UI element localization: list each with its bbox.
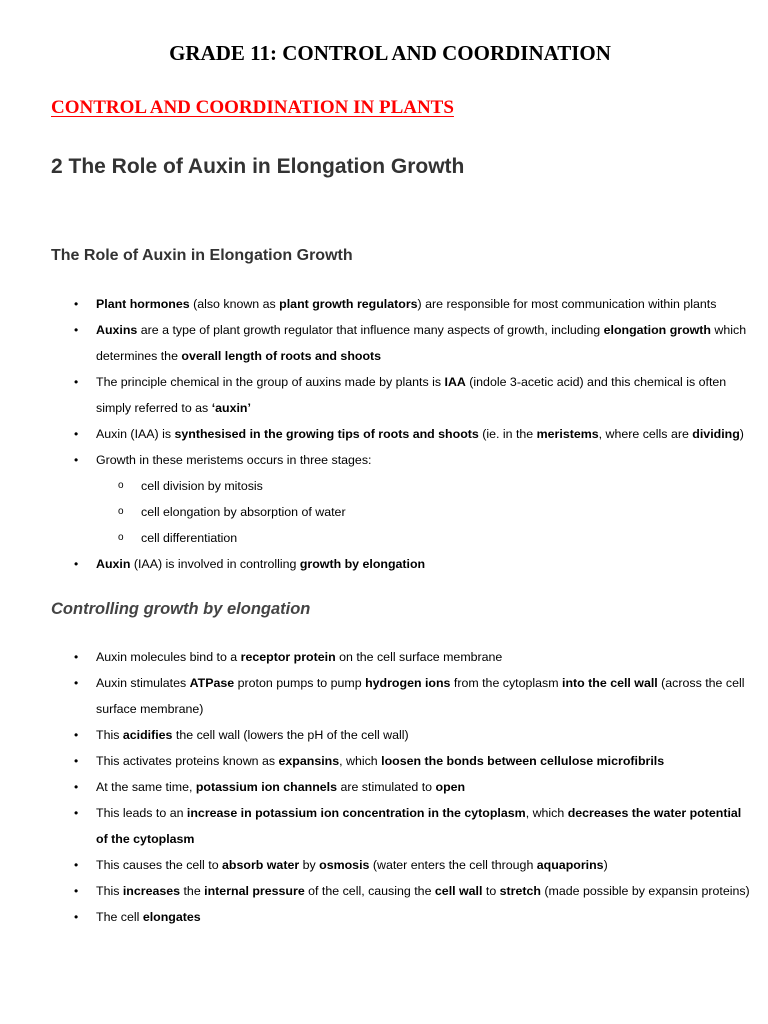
bold-text: increases [122, 884, 181, 898]
text: (indole 3-acetic acid) and this chemical is often simply referred to as [96, 375, 727, 415]
main-heading: 2 The Role of Auxin in Elongation Growth [51, 155, 465, 178]
text: This causes the cell to [96, 858, 223, 872]
bold-text: internal pressure [204, 884, 305, 898]
text: cell differentiation [141, 531, 238, 545]
bold-text: IAA [444, 375, 466, 389]
text: cell division by mitosis [141, 479, 263, 493]
bold-text: Auxins [96, 323, 138, 337]
text: ) are responsible for most communication within plants [417, 297, 717, 311]
list-item [0, 774, 768, 800]
text: Auxin stimulates [96, 676, 190, 690]
text: ) [739, 427, 744, 441]
section-title: CONTROL AND COORDINATION IN PLANTS [51, 97, 454, 118]
text: to [482, 884, 500, 898]
sub-list-item [0, 525, 768, 551]
text: by [299, 858, 320, 872]
bold-text: stretch [499, 884, 541, 898]
list-item [0, 748, 768, 774]
elongation-heading: Controlling growth by elongation [51, 600, 311, 618]
bold-text: hydrogen ions [365, 676, 451, 690]
text: cell elongation by absorption of water [141, 505, 346, 519]
text: This leads to an [96, 806, 187, 820]
sub-heading: The Role of Auxin in Elongation Growth [51, 247, 353, 264]
list-item [0, 447, 768, 473]
text: This [96, 884, 123, 898]
list-item [0, 644, 768, 670]
text: are stimulated to [337, 780, 436, 794]
bold-text: dividing [692, 427, 740, 441]
bold-text: Plant hormones [96, 297, 190, 311]
text: At the same time, [96, 780, 196, 794]
list-item [0, 722, 768, 748]
text: (IAA) is involved in controlling [130, 557, 300, 571]
sub-list-item [0, 473, 768, 499]
text: Growth in these meristems occurs in three stages: [96, 453, 372, 467]
text: are a type of plant growth regulator that influence many aspects of growth, including [137, 323, 604, 337]
bold-text: plant growth regulators [279, 297, 418, 311]
bold-text: growth by elongation [299, 557, 426, 571]
text: (also known as [189, 297, 280, 311]
list-item [0, 369, 768, 421]
bold-text: meristems [536, 427, 599, 441]
bold-text: decreases the water potential of the cytoplasm [96, 806, 742, 846]
text: Auxin molecules bind to a [96, 650, 241, 664]
bold-text: increase in potassium ion concentration in the cytoplasm [186, 806, 526, 820]
bold-text: overall length of roots and shoots [181, 349, 382, 363]
text: , which [525, 806, 568, 820]
list-item [0, 317, 768, 369]
bold-text: aquaporins [536, 858, 604, 872]
bold-text: elongation growth [603, 323, 711, 337]
bold-text: acidifies [122, 728, 173, 742]
bold-text: ATPase [189, 676, 235, 690]
text: The principle chemical in the group of auxins made by plants is [96, 375, 445, 389]
bold-text: open [435, 780, 466, 794]
text: the cell wall (lowers the pH of the cell wall) [172, 728, 409, 742]
text: , where cells are [598, 427, 693, 441]
text: ) [603, 858, 608, 872]
list-item [0, 878, 768, 904]
text: on the cell surface membrane [335, 650, 503, 664]
text: the [180, 884, 205, 898]
list-item [0, 291, 768, 317]
text: The cell [96, 910, 143, 924]
bold-text: elongates [142, 910, 201, 924]
bold-text: osmosis [319, 858, 370, 872]
text: (across the cell surface membrane) [96, 676, 745, 716]
text: which determines the [96, 323, 747, 363]
list-item [0, 670, 768, 722]
bold-text: expansins [278, 754, 340, 768]
bold-text: Auxin [96, 557, 131, 571]
text: , which [339, 754, 382, 768]
text: proton pumps to pump [234, 676, 366, 690]
bold-text: into the cell wall [562, 676, 658, 690]
text: (made possible by expansin proteins) [540, 884, 750, 898]
text: (ie. in the [478, 427, 537, 441]
auxin-role-list [0, 291, 768, 577]
bold-text: potassium ion channels [195, 780, 338, 794]
list-item [0, 800, 768, 852]
text: (water enters the cell through [369, 858, 537, 872]
bold-text: receptor protein [240, 650, 336, 664]
document-title: GRADE 11: CONTROL AND COORDINATION [169, 41, 611, 65]
list-item [0, 904, 768, 930]
list-item [0, 852, 768, 878]
bold-text: absorb water [222, 858, 300, 872]
elongation-steps-list [0, 644, 768, 930]
bold-text: cell wall [434, 884, 483, 898]
list-item [0, 551, 768, 577]
bold-text: ‘auxin’ [211, 401, 251, 415]
text: This [96, 728, 123, 742]
bold-text: loosen the bonds between cellulose microfibrils [381, 754, 665, 768]
text: This activates proteins known as [96, 754, 279, 768]
text: from the cytoplasm [450, 676, 563, 690]
bold-text: synthesised in the growing tips of roots and shoots [174, 427, 479, 441]
text: of the cell, causing the [304, 884, 435, 898]
list-item [0, 421, 768, 447]
text: Auxin (IAA) is [96, 427, 175, 441]
sub-list-item [0, 499, 768, 525]
